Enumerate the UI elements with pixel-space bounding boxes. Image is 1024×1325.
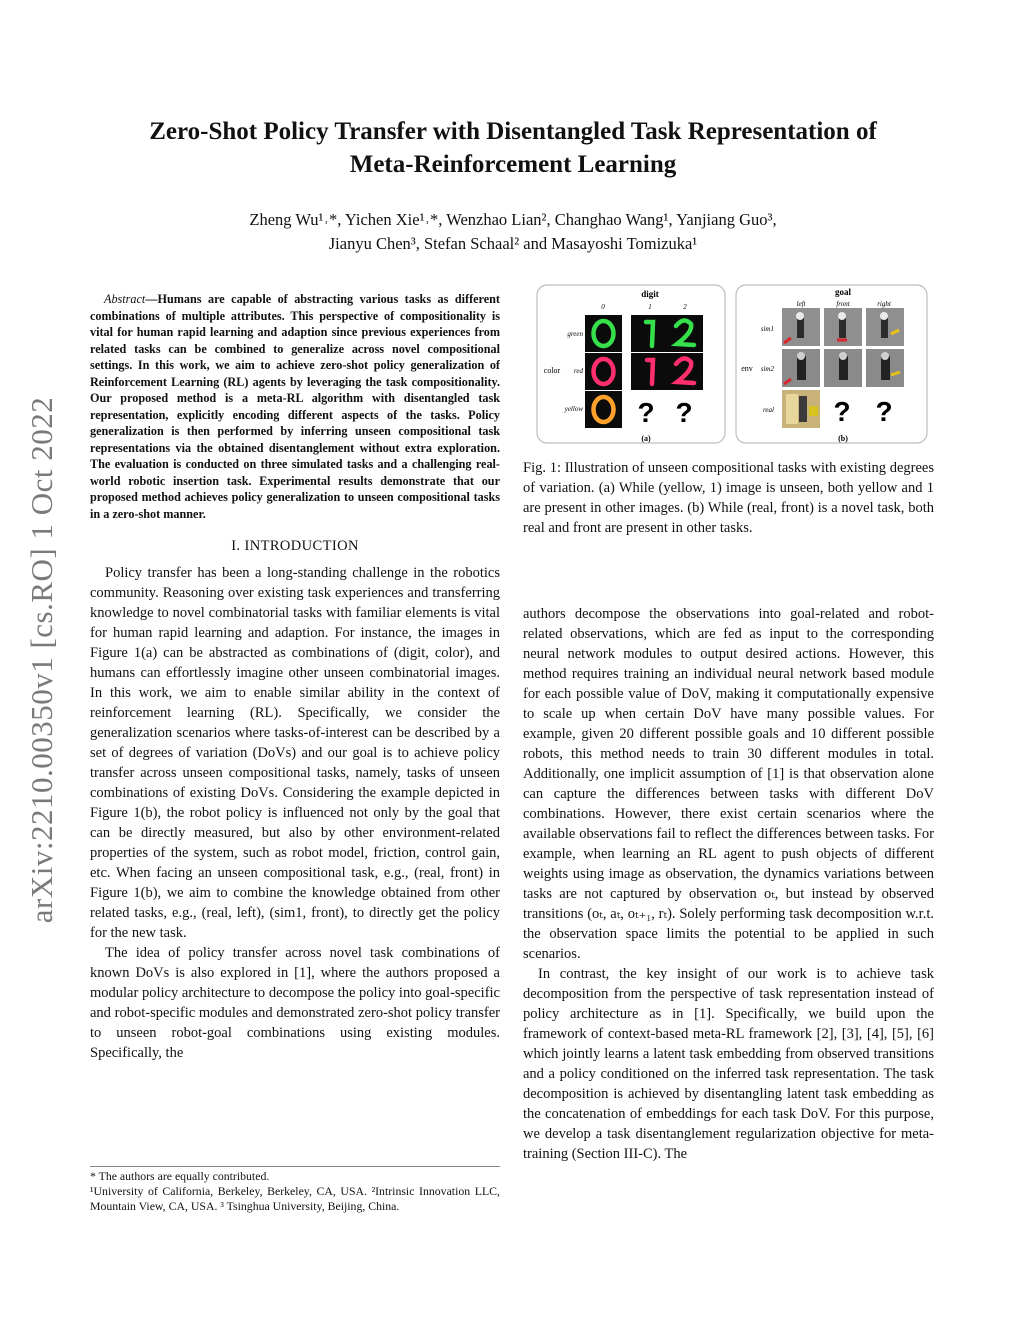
panel-a-unknown-1: ?	[637, 397, 655, 428]
panel-b-sublabel: (b)	[838, 434, 848, 443]
footnote-equal-contribution: * The authors are equally contributed.	[90, 1169, 270, 1183]
panel-a-row-green: green	[567, 330, 583, 338]
paper-title-line2: Meta-Reinforcement Learning	[349, 151, 677, 178]
author-line1: Zheng Wu¹˒*, Yichen Xie¹˒*, Wenzhao Lian², Changhao Wang¹, Yanjiang Guo³,	[249, 210, 777, 229]
panel-b-col-right: right	[877, 300, 891, 308]
panel-b-tile-sim2-left	[782, 349, 820, 387]
panel-b-row-real: real	[762, 406, 774, 414]
panel-a-tile-red-2	[666, 353, 703, 390]
panel-b-unknown-1: ?	[833, 396, 851, 427]
intro-paragraph-2: The idea of policy transfer across novel task combinations of known DoVs is also explored in [1], where the authors proposed a modular policy architecture to decompose the policy into goal-specific and robot-specific modules and demonstrated zero-shot policy transfer to unseen robot-goal combinations using existing modules. Specifically, the	[90, 945, 500, 1061]
panel-a-row-yellow: yellow	[564, 405, 583, 413]
author-line2: Jianyu Chen³, Stefan Schaal² and Masayoshi Tomizuka¹	[328, 234, 698, 253]
right-column	[523, 604, 934, 1164]
panel-b-tile-sim1-front	[824, 308, 862, 346]
abstract	[90, 291, 500, 522]
intro-paragraph-1: Policy transfer has been a long-standing challenge in the robotics community. Reasoning over existing task experiences and transferring knowledge to novel combinatorial tasks with familiar elements is vital for human rapid learning and adaption. For instance, the images in Figure 1(a) can be abstracted as combinations of (digit, color), and humans can effortlessly imagine other unseen combinatorial images. In this work, we aim to enable similar ability in the context of reinforcement learning (RL). Specifically, we consider the generalization scenarios where tasks-of-interest can be described by a set of degrees of variation (DoVs) and our goal is to achieve policy transfer across unseen compositional tasks, namely, tasks of unseen combinations of existing DoVs. Considering the example depicted in Figure 1(b), the robot policy is influenced not only by the goal that can be directly measured, but also by other environment-related properties of the system, such as robot model, friction, control gain, etc. When facing an unseen compositional task, e.g., (real, front) in Figure 1(b), we aim to combine the knowledge obtained from other related tasks, e.g., (real, left), (sim1, front), to directly get the policy for the new task.	[90, 565, 500, 941]
panel-b-row-sim2: sim2	[760, 365, 774, 373]
panel-a-tile-green-2	[666, 315, 703, 352]
panel-a-tile-green-1	[631, 315, 668, 352]
panel-b-tile-sim1-left	[782, 308, 820, 346]
panel-a-col-1: 1	[648, 303, 652, 311]
panel-a-tile-yellow-0	[585, 391, 622, 428]
panel-b-col-front: front	[836, 300, 850, 308]
panel-b-unknown-2: ?	[875, 396, 893, 427]
abstract-label: Abstract	[104, 292, 146, 306]
panel-a-unknown-2: ?	[675, 397, 693, 428]
panel-a-tile-red-1	[631, 353, 668, 390]
panel-b-side-label: env	[741, 364, 753, 373]
author-list	[90, 208, 936, 256]
panel-a-side-label: color	[543, 366, 561, 375]
figure-1-caption: Fig. 1: Illustration of unseen compositional tasks with existing degrees of variation. (a) While (yellow, 1) image is unseen, both yellow and 1 are present in other images. (b) While (real, front) is a novel task, both real and front are present in other tasks.	[523, 460, 934, 536]
panel-b-row-sim1: sim1	[760, 325, 774, 333]
panel-a-col-2: 2	[683, 303, 687, 311]
arxiv-side-identifier	[22, 365, 62, 955]
intro-paragraph-3: authors decompose the observations into goal-related and robot-related observations, which are fed as input to the corresponding neural network modules to output desired actions. However, this method requires training an individual neural network based module for each possible value of DoV, making it computationally expensive to scale up when certain DoV have many possible values. For example, given 20 different possible goals and 10 different possible robots, this method needs to train 30 different modules in total. Additionally, one implicit assumption of [1] is that observation alone can capture the differences between tasks with different DoV combinations. However, there exist certain scenarios where the available observations fail to reflect the differences between tasks. For example, when learning an RL agent to push objects of different weights using image as observation, the dynamics variations between tasks are not captured by observation oₜ, but instead by observed transitions (oₜ, aₜ, oₜ₊₁, rₜ). Solely performing task decomposition w.r.t. the observation space limits the potential to be applied in such scenarios.	[523, 606, 934, 962]
figure-1-svg	[533, 282, 931, 446]
footnote-affiliations: ¹University of California, Berkeley, Berkeley, CA, USA. ²Intrinsic Innovation LLC, Mountain View, CA, USA. ³ Tsinghua University, Beijing, China.	[90, 1184, 500, 1213]
panel-a-tile-red-0	[585, 353, 622, 390]
panel-a-col-0: 0	[601, 303, 605, 311]
panel-b-tile-real-left	[782, 390, 820, 428]
panel-b-tile-sim1-right	[866, 308, 904, 346]
arxiv-side-identifier-text: arXiv:2210.00350v1 [cs.RO] 1 Oct 2022	[24, 396, 59, 924]
panel-b-tile-sim2-right	[866, 349, 904, 387]
panel-b-top-label: goal	[834, 287, 852, 297]
panel-b-col-left: left	[796, 300, 806, 308]
panel-a-top-label: digit	[641, 289, 659, 299]
figure-1	[533, 282, 931, 446]
panel-a-tile-green-0	[585, 315, 622, 352]
left-column	[90, 291, 500, 1063]
paper-title-line1: Zero-Shot Policy Transfer with Disentangled Task Representation of	[149, 118, 877, 145]
abstract-text: Humans are capable of abstracting various tasks as different combinations of multiple attributes. This perspective of compositionality is vital for human rapid learning and adaption since previous experiences from related tasks can be combined to generalize across novel compositional settings. In this work, we aim to achieve zero-shot policy generalization of Reinforcement Learning (RL) agents by leveraging the task compositionality. Our proposed method is a meta-RL algorithm with disentangled task representation, explicitly encoding different aspects of the tasks. Policy generalization is then performed by inferring unseen compositional task representations via the obtained disentanglement without extra exploration. The evaluation is conducted on three simulated tasks and a challenging real-world robotic insertion task. Experimental results demonstrate that our proposed method achieves policy generalization to unseen compositional tasks in a zero-shot manner.	[90, 292, 500, 521]
section-heading-introduction: I. INTRODUCTION	[231, 538, 359, 554]
panel-a-sublabel: (a)	[641, 434, 651, 443]
panel-a-row-red: red	[573, 367, 583, 375]
footnotes	[90, 1166, 500, 1214]
intro-paragraph-4: In contrast, the key insight of our work is to achieve task decomposition from the perspective of task representation instead of policy architecture as in [1]. Specifically, we build upon the framework of context-based meta-RL framework [2], [3], [4], [5], [6] which jointly learns a latent task embedding from observed transitions and a policy conditioned on the inferred task representation. The task decomposition is achieved by disentangling latent task embedding as the concatenation of embeddings for each task DoV. For this purpose, we develop a task disentanglement regularization objective for meta-training (Section III-C). The	[523, 966, 934, 1162]
panel-b-tile-sim2-front	[824, 349, 862, 387]
paper-title	[90, 115, 936, 181]
abstract-dash: —	[145, 292, 158, 306]
